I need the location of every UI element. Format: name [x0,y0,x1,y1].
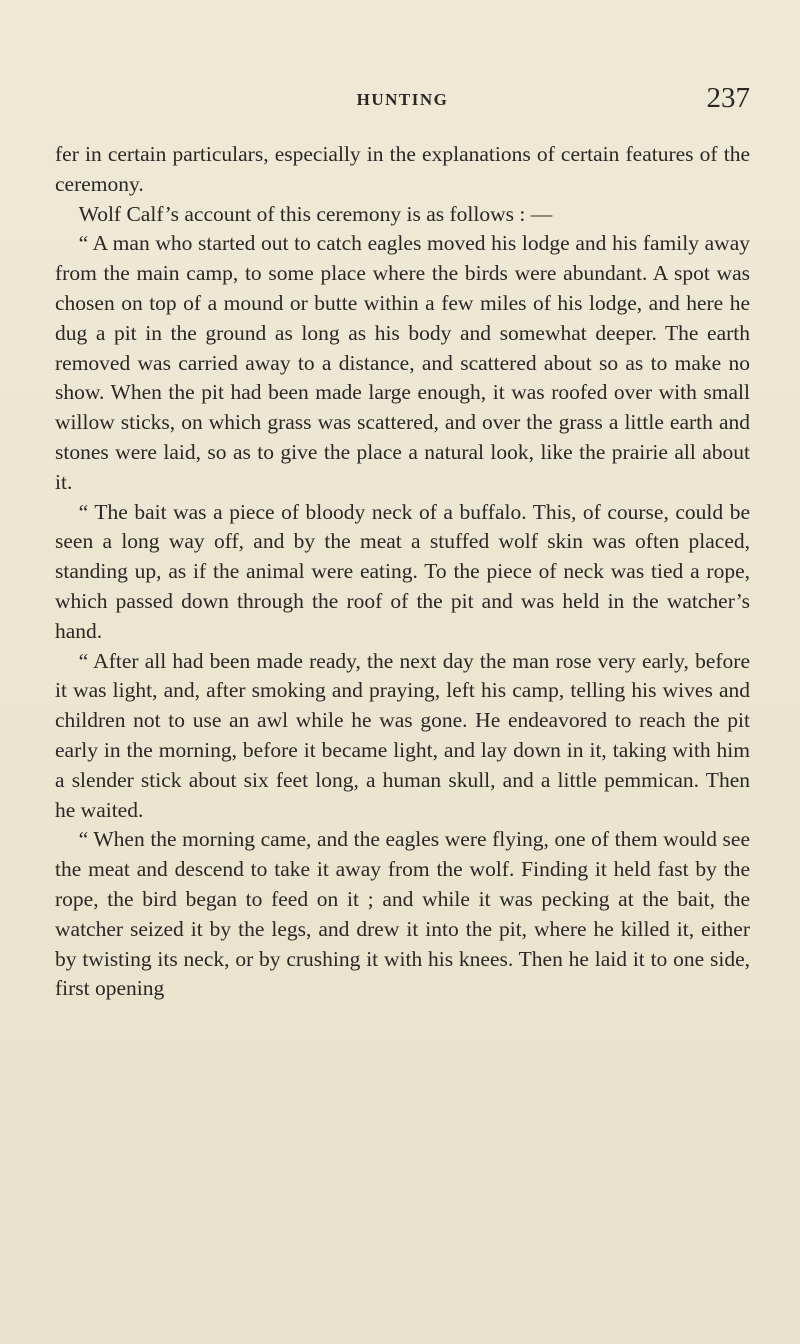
body-text [55,140,750,1004]
page-number: 237 [706,82,750,114]
paragraph: “ After all had been made ready, the next day the man rose very early, before it was light, and, after smoking and praying, left his camp, telling his wives and children not to use an awl while he was gone. He endeavored to reach the pit early in the morning, before it became light, and lay down in it, taking with him a slender stick about six feet long, a human skull, and a little pemmican. Then he waited. [55,648,750,822]
paragraph: Wolf Calf’s account of this ceremony is as follows : — [78,201,553,226]
running-head [55,82,750,128]
paragraph: “ When the morning came, and the eagles were flying, one of them would see the meat and descend to take it away from the wolf. Finding it held fast by the rope, the bird began to feed on it ; and while it was pecking at the bait, the watcher seized it by the legs, and drew it into the pit, where he killed it, either by twisting its neck, or by crushing it with his knees. Then he laid it to one side, first opening [55,827,750,1001]
paragraph: “ A man who started out to catch eagles moved his lodge and his family away from the main camp, to some place where the birds were abundant. A spot was chosen on top of a mound or butte within a few miles of his lodge, and here he dug a pit in the ground as long as his body and somewhat deeper. The earth removed was carried away to a distance, and scattered about so as to make no show. When the pit had been made large enough, it was roofed over with small willow sticks, on which grass was scattered, and over the grass a little earth and stones were laid, so as to give the place a natural look, like the prairie all about it. [55,231,750,494]
paragraph: “ The bait was a piece of bloody neck of a buffalo. This, of course, could be seen a long way off, and by the meat a stuffed wolf skin was often placed, standing up, as if the animal were eating. To the piece of neck was tied a rope, which passed down through the roof of the pit and was held in the watcher’s hand. [55,499,750,643]
running-title: HUNTING [356,90,449,109]
paragraph: fer in certain particulars, especially in the explanations of certain features of the ceremony. [55,142,750,196]
